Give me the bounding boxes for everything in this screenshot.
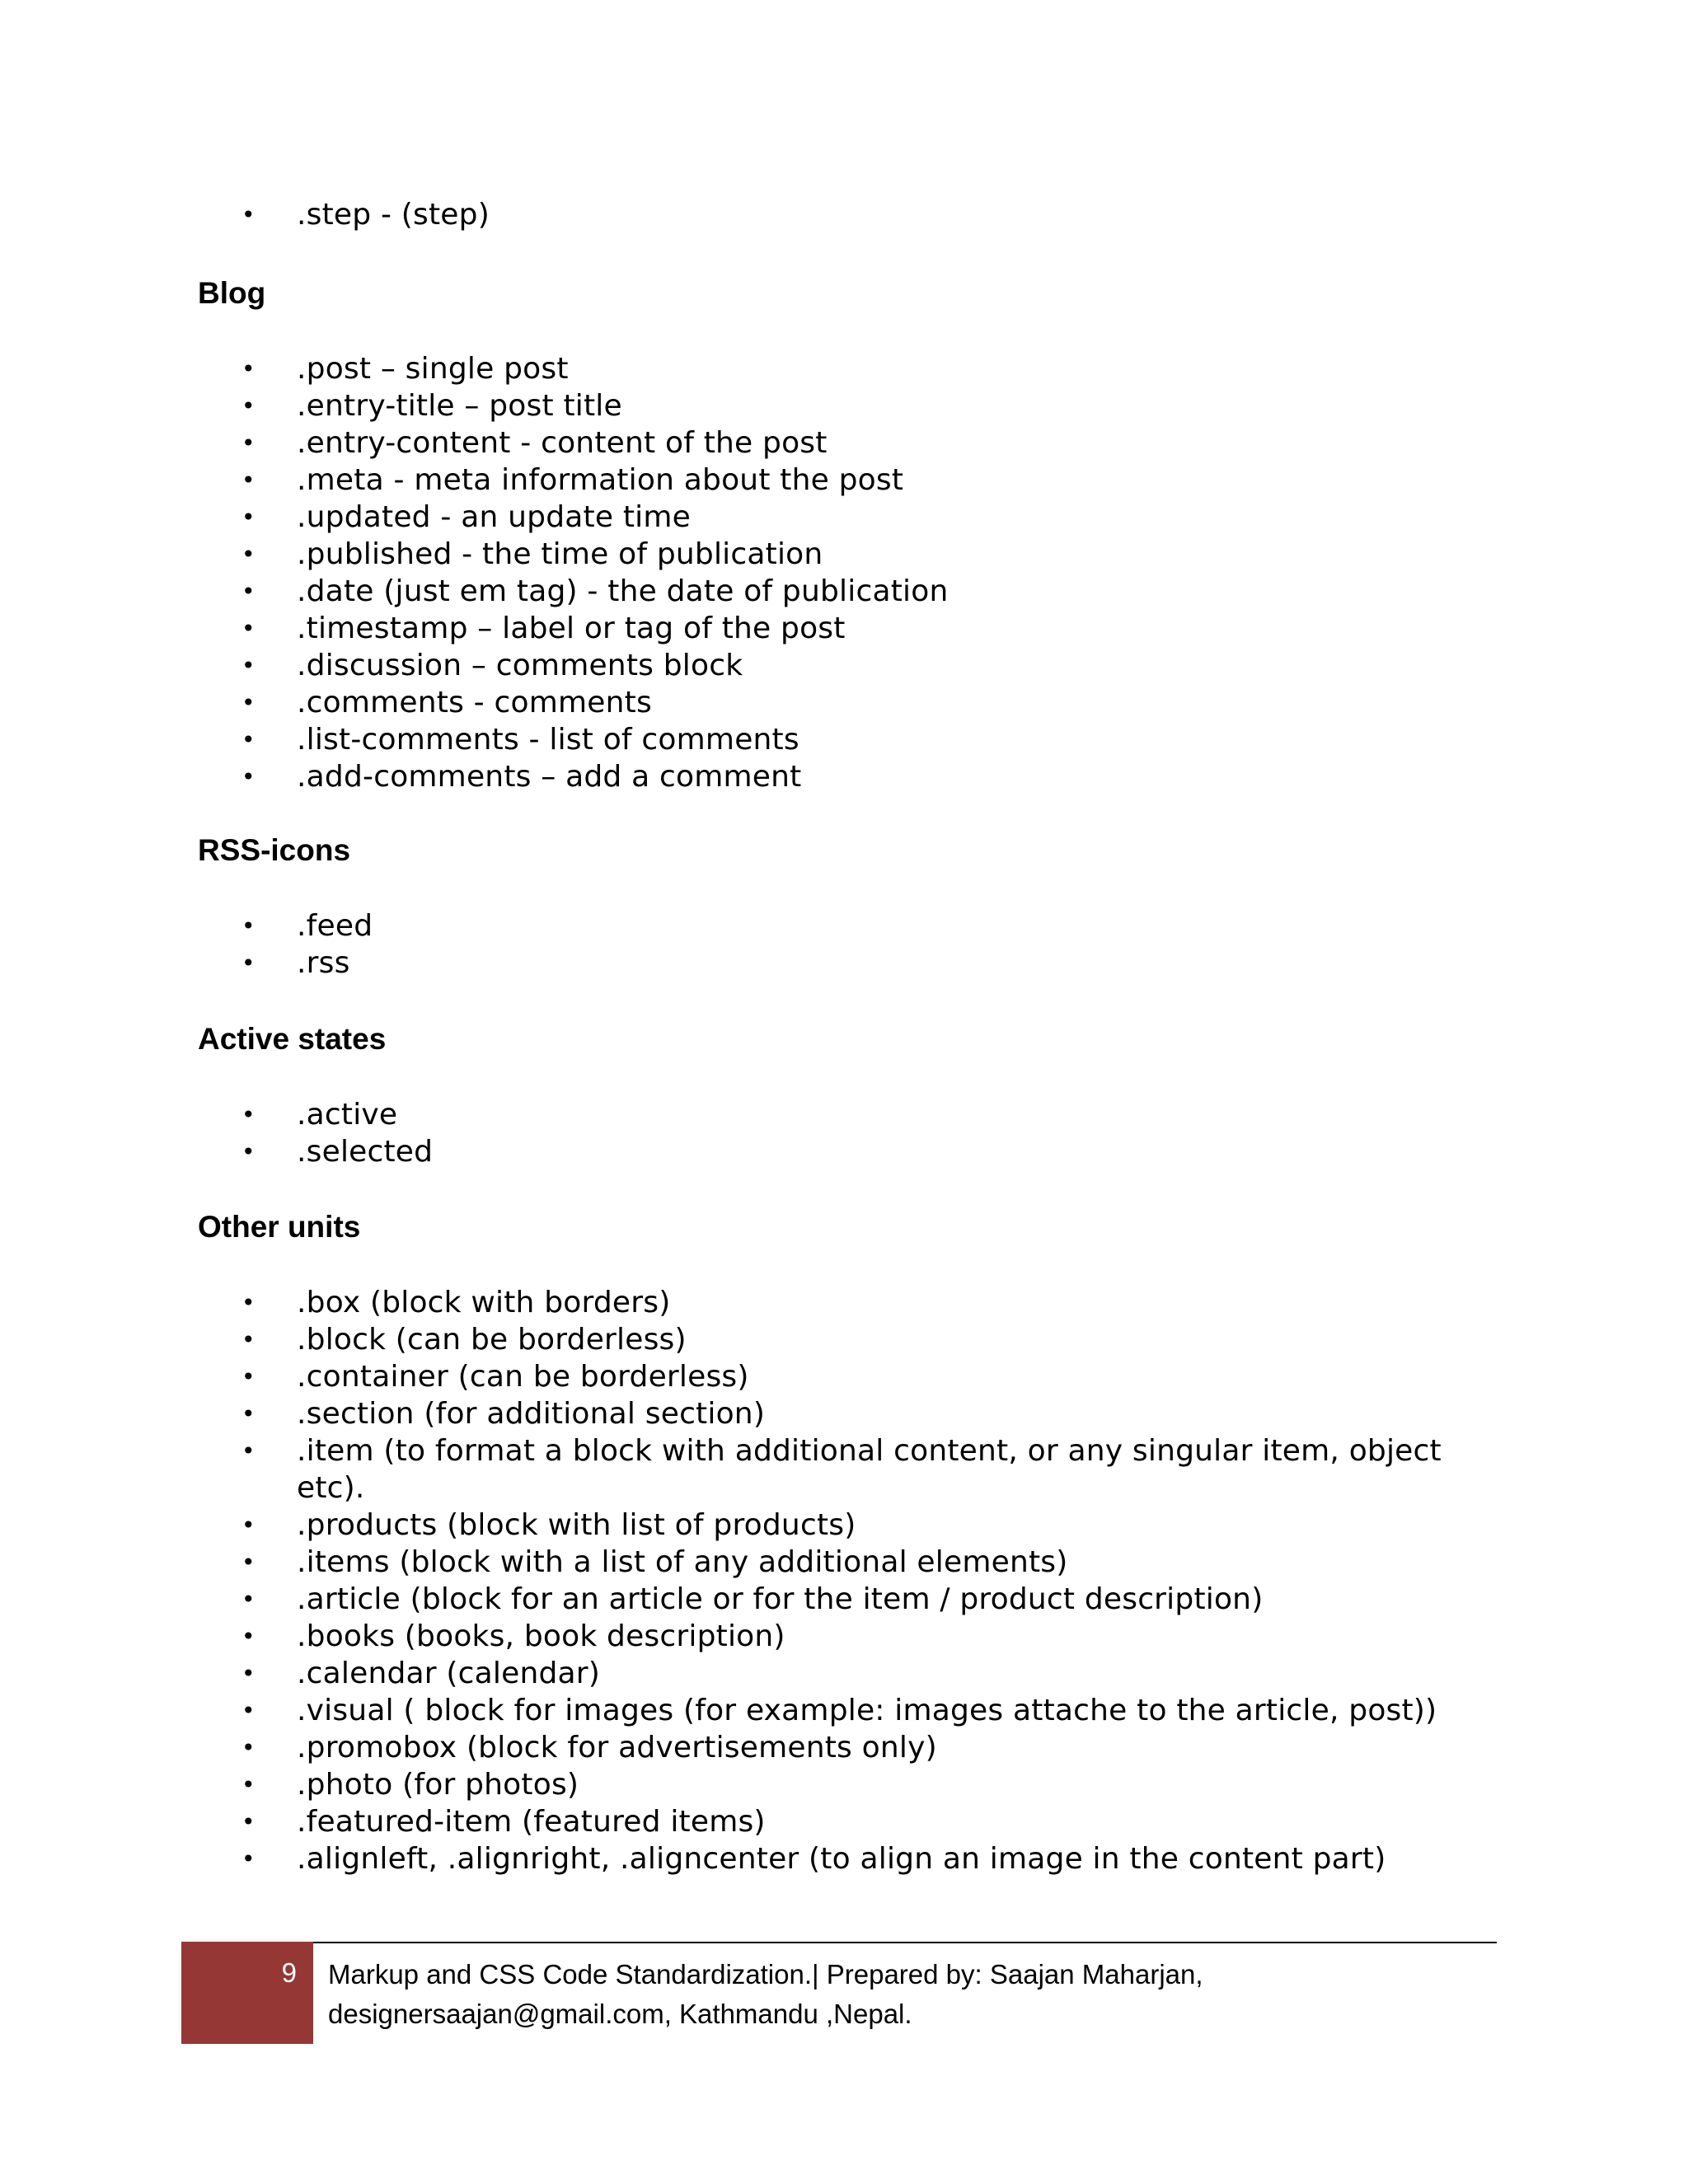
list-item xyxy=(198,1544,1484,1581)
page-number: 9 xyxy=(281,1957,297,1988)
list-item-text: .promobox (block for advertisements only) xyxy=(297,1731,937,1765)
list-item xyxy=(198,647,1484,684)
list-item-text: .calendar (calendar) xyxy=(297,1657,601,1690)
list-item-text: .add-comments – add a comment xyxy=(297,760,802,794)
bullet-icon: • xyxy=(241,652,256,679)
bullet-icon: • xyxy=(241,355,256,382)
bullet-icon: • xyxy=(241,1808,256,1835)
bullet-list xyxy=(198,196,490,233)
list-item xyxy=(198,1432,1484,1507)
bullet-icon: • xyxy=(241,1437,256,1465)
list-item xyxy=(198,758,1484,795)
bullet-icon: • xyxy=(241,1549,256,1576)
section-blog xyxy=(198,274,1484,795)
list-item xyxy=(198,573,1484,610)
list-item xyxy=(198,1133,1484,1170)
list-item xyxy=(198,610,1484,647)
list-item-text: .step - (step) xyxy=(297,198,490,232)
bullet-icon: • xyxy=(241,1771,256,1798)
list-item xyxy=(198,1581,1484,1618)
list-item xyxy=(198,462,1484,499)
list-item-text: .box (block with borders) xyxy=(297,1286,671,1319)
list-item xyxy=(198,387,1484,424)
list-item xyxy=(198,684,1484,721)
footer-text xyxy=(328,1955,1203,2034)
bullet-icon: • xyxy=(241,392,256,419)
list-item xyxy=(198,944,1484,982)
bullet-icon: • xyxy=(241,466,256,494)
section-heading: Active states xyxy=(198,1022,387,1056)
list-item xyxy=(198,721,1484,758)
bullet-list xyxy=(198,1284,1484,1877)
bullet-icon: • xyxy=(241,1363,256,1390)
bullet-icon: • xyxy=(241,1586,256,1613)
list-item xyxy=(198,1692,1484,1729)
list-item-text: .products (block with list of products) xyxy=(297,1508,856,1542)
list-item-text: .feed xyxy=(297,909,373,943)
list-item xyxy=(198,1358,1484,1395)
list-item-text: .article (block for an article or for the item / product description) xyxy=(297,1582,1264,1616)
list-item xyxy=(198,196,490,233)
list-item xyxy=(198,424,1484,462)
list-item-text: .discussion – comments block xyxy=(297,649,743,682)
list-item xyxy=(198,1803,1484,1840)
list-item-text: .featured-item (featured items) xyxy=(297,1805,766,1839)
bullet-icon: • xyxy=(241,1400,256,1427)
bullet-list xyxy=(198,350,1484,795)
list-item-text: .alignleft, .alignright, .aligncenter (to align an image in the content part) xyxy=(297,1842,1386,1876)
page-number-box xyxy=(181,1942,313,2044)
list-item xyxy=(198,1766,1484,1803)
page-footer xyxy=(181,1942,1497,2044)
list-item xyxy=(198,1840,1484,1877)
list-item xyxy=(198,350,1484,387)
section-heading: Other units xyxy=(198,1210,361,1244)
bullet-icon: • xyxy=(241,689,256,716)
list-item-text: .list-comments - list of comments xyxy=(297,723,799,757)
list-item-text: .container (can be borderless) xyxy=(297,1360,749,1394)
bullet-icon: • xyxy=(241,726,256,753)
bullet-icon: • xyxy=(241,541,256,568)
bullet-icon: • xyxy=(241,1101,256,1128)
bullet-icon: • xyxy=(241,1289,256,1316)
top-list xyxy=(198,196,490,233)
section-active-states xyxy=(198,1020,1484,1170)
list-item-text: .block (can be borderless) xyxy=(297,1323,687,1357)
list-item xyxy=(198,1507,1484,1544)
bullet-icon: • xyxy=(241,1511,256,1539)
list-item-text: .rss xyxy=(297,946,350,980)
list-item-text: .entry-title – post title xyxy=(297,389,622,423)
list-item-text: .comments - comments xyxy=(297,686,652,719)
list-item-text: .selected xyxy=(297,1135,434,1169)
list-item-text: .meta - meta information about the post xyxy=(297,463,904,497)
list-item xyxy=(198,1321,1484,1358)
list-item xyxy=(198,1395,1484,1432)
list-item xyxy=(198,1096,1484,1133)
bullet-icon: • xyxy=(241,1138,256,1165)
list-item-text: .visual ( block for images (for example: images attache to the article, post)) xyxy=(297,1694,1437,1727)
bullet-icon: • xyxy=(241,763,256,790)
section-heading: Blog xyxy=(198,276,266,310)
bullet-icon: • xyxy=(241,1326,256,1353)
list-item-text: .item (to format a block with additional content, or any singular item, object etc). xyxy=(297,1434,1442,1505)
bullet-icon: • xyxy=(241,949,256,977)
list-item-text: .photo (for photos) xyxy=(297,1768,579,1802)
list-item-text: .items (block with a list of any additional elements) xyxy=(297,1545,1068,1579)
list-item xyxy=(198,907,1484,944)
bullet-icon: • xyxy=(241,615,256,642)
footer-line-1: Markup and CSS Code Standardization.| Prepared by: Saajan Maharjan, xyxy=(328,1959,1203,1990)
section-rss-icons xyxy=(198,832,1484,982)
bullet-icon: • xyxy=(241,1623,256,1650)
list-item-text: .active xyxy=(297,1098,398,1132)
list-item-text: .entry-content - content of the post xyxy=(297,426,828,460)
list-item-text: .post – single post xyxy=(297,352,569,386)
list-item-text: .timestamp – label or tag of the post xyxy=(297,612,846,645)
list-item-text: .books (books, book description) xyxy=(297,1619,785,1653)
footer-line-2: designersaajan@gmail.com, Kathmandu ,Nepal. xyxy=(328,1999,912,2029)
section-other-units xyxy=(198,1208,1484,1877)
footer-rule xyxy=(181,1942,1497,1943)
list-item xyxy=(198,1284,1484,1321)
list-item xyxy=(198,1729,1484,1766)
list-item xyxy=(198,536,1484,573)
bullet-icon: • xyxy=(241,1845,256,1872)
bullet-list xyxy=(198,907,1484,982)
list-item-text: .section (for additional section) xyxy=(297,1397,766,1431)
bullet-icon: • xyxy=(241,1697,256,1724)
list-item xyxy=(198,499,1484,536)
list-item-text: .date (just em tag) - the date of publication xyxy=(297,574,949,608)
bullet-icon: • xyxy=(241,1734,256,1761)
section-heading: RSS-icons xyxy=(198,833,351,867)
bullet-icon: • xyxy=(241,429,256,457)
bullet-list xyxy=(198,1096,1484,1170)
bullet-icon: • xyxy=(241,201,256,228)
bullet-icon: • xyxy=(241,1660,256,1687)
list-item xyxy=(198,1655,1484,1692)
bullet-icon: • xyxy=(241,504,256,531)
list-item-text: .published - the time of publication xyxy=(297,537,823,571)
bullet-icon: • xyxy=(241,912,256,940)
list-item xyxy=(198,1618,1484,1655)
bullet-icon: • xyxy=(241,578,256,605)
list-item-text: .updated - an update time xyxy=(297,500,691,534)
